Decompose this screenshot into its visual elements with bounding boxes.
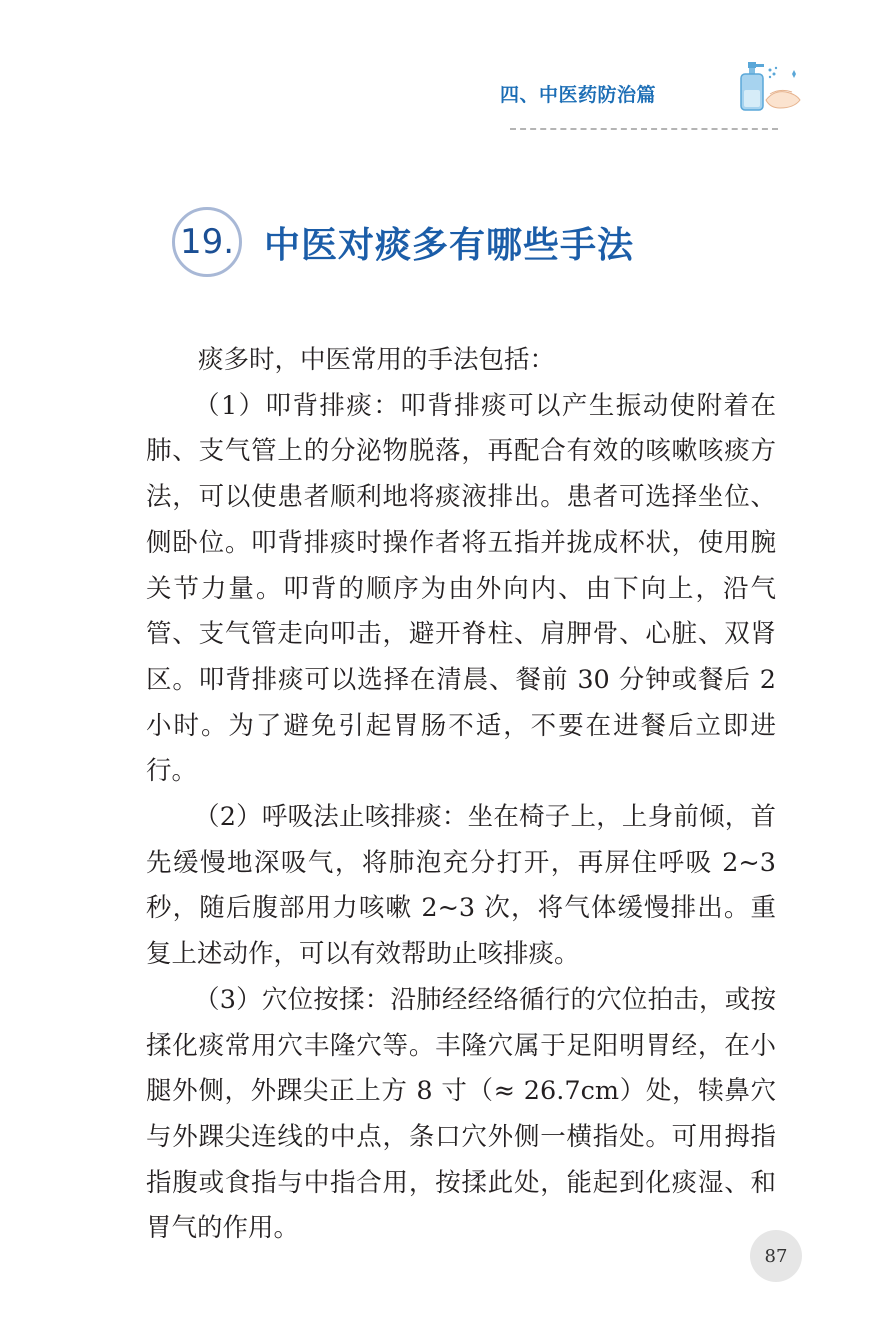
body-text [146, 338, 776, 1252]
chapter-number-badge: 19. [172, 207, 242, 277]
page-number: 87 [750, 1230, 802, 1282]
hand-sanitizer-icon [736, 60, 802, 114]
section-header: 四、中医药防治篇 [500, 84, 657, 106]
paragraph-acupoint-massage: （3）穴位按揉：沿肺经经络循行的穴位拍击，或按揉化痰常用穴丰隆穴等。丰隆穴属于足阳明胃经，在小腿外侧，外踝尖正上方 8 寸（≈ 26.7cm）处，犊鼻穴与外踝尖连线的中点，条口穴外侧一横指处。可用拇指指腹或食指与中指合用，按揉此处，能起到化痰湿、和胃气的作用。 [146, 984, 776, 1244]
chapter-title [172, 205, 634, 279]
header-divider [510, 128, 778, 130]
intro-paragraph: 痰多时，中医常用的手法包括： [198, 345, 556, 375]
chapter-heading: 中医对痰多有哪些手法 [264, 224, 635, 266]
paragraph-breathing-method: （2）呼吸法止咳排痰：坐在椅子上，上身前倾，首先缓慢地深吸气，将肺泡充分打开，再屏住呼吸 2~3 秒，随后腹部用力咳嗽 2~3 次，将气体缓慢排出。重复上述动作，可以有效帮助止咳排痰。 [146, 802, 776, 970]
paragraph-back-tapping: （1）叩背排痰：叩背排痰可以产生振动使附着在肺、支气管上的分泌物脱落，再配合有效的咳嗽咳痰方法，可以使患者顺利地将痰液排出。患者可选择坐位、侧卧位。叩背排痰时操作者将五指并拢成杯状，使用腕关节力量。叩背的顺序为由外向内、由下向上，沿气管、支气管走向叩击，避开脊柱、肩胛骨、心脏、双肾区。叩背排痰可以选择在清晨、餐前 30 分钟或餐后 2 小时。为了避免引起胃肠不适，不要在进餐后立即进行。 [146, 390, 776, 787]
